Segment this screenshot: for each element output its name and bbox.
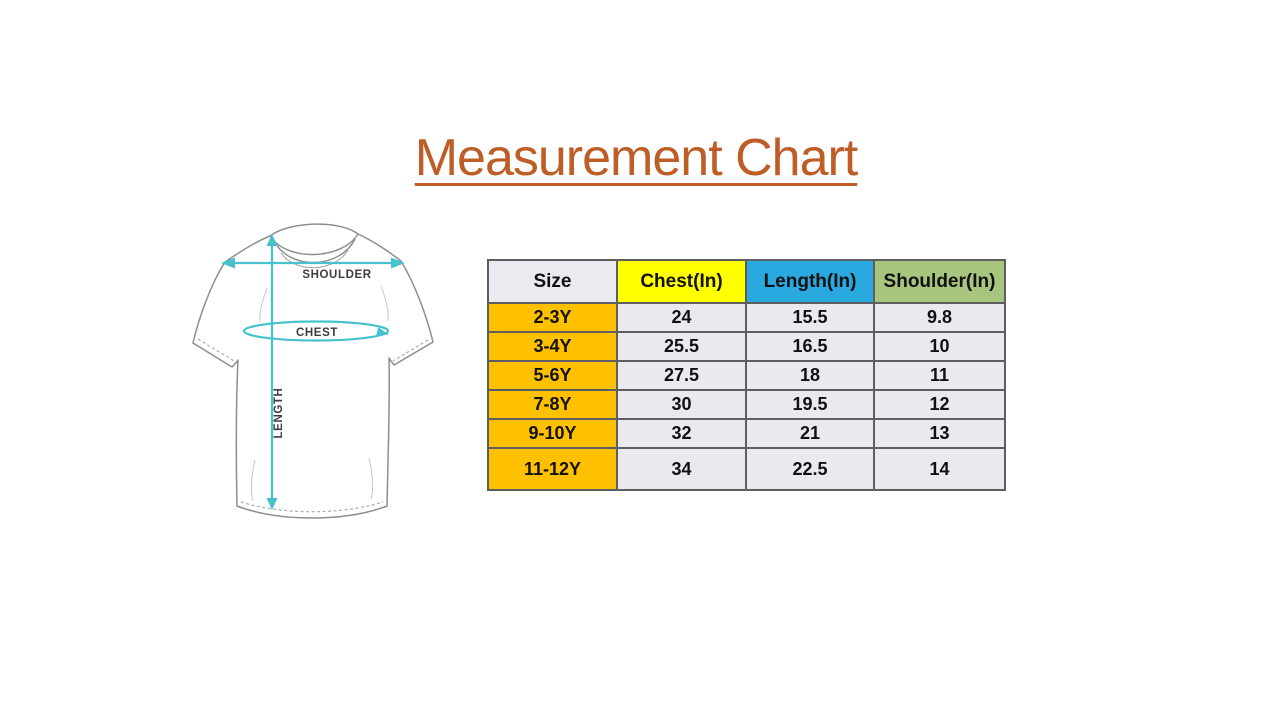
size-cell: 11-12Y: [488, 448, 617, 490]
length-cell: 18: [746, 361, 874, 390]
chest-cell: 32: [617, 419, 746, 448]
size-cell: 3-4Y: [488, 332, 617, 361]
size-cell: 5-6Y: [488, 361, 617, 390]
table-row: [488, 448, 1005, 490]
col-header-length: Length(In): [746, 260, 874, 303]
size-cell: 9-10Y: [488, 419, 617, 448]
chest-cell: 34: [617, 448, 746, 490]
chest-cell: 25.5: [617, 332, 746, 361]
length-cell: 16.5: [746, 332, 874, 361]
size-cell: 7-8Y: [488, 390, 617, 419]
chest-cell: 30: [617, 390, 746, 419]
table-header-row: [488, 260, 1005, 303]
length-cell: 15.5: [746, 303, 874, 332]
chest-cell: 24: [617, 303, 746, 332]
shoulder-cell: 9.8: [874, 303, 1005, 332]
chest-cell: 27.5: [617, 361, 746, 390]
title-container: [0, 128, 1272, 188]
shoulder-cell: 10: [874, 332, 1005, 361]
length-cell: 22.5: [746, 448, 874, 490]
size-table: [487, 259, 1006, 491]
table-row: [488, 332, 1005, 361]
col-header-size: Size: [488, 260, 617, 303]
table-row: [488, 419, 1005, 448]
tshirt-diagram: [175, 210, 475, 540]
col-header-chest: Chest(In): [617, 260, 746, 303]
size-table-container: [487, 259, 1006, 491]
chest-label: CHEST: [296, 327, 338, 339]
shoulder-label: SHOULDER: [302, 269, 372, 281]
table-row: [488, 390, 1005, 419]
shoulder-cell: 13: [874, 419, 1005, 448]
length-cell: 19.5: [746, 390, 874, 419]
table-row: [488, 361, 1005, 390]
length-label: LENGTH: [273, 387, 285, 439]
length-cell: 21: [746, 419, 874, 448]
shoulder-cell: 11: [874, 361, 1005, 390]
table-row: [488, 303, 1005, 332]
shoulder-cell: 14: [874, 448, 1005, 490]
size-cell: 2-3Y: [488, 303, 617, 332]
shoulder-cell: 12: [874, 390, 1005, 419]
col-header-shoulder: Shoulder(In): [874, 260, 1005, 303]
page-title: Measurement Chart: [414, 129, 858, 187]
